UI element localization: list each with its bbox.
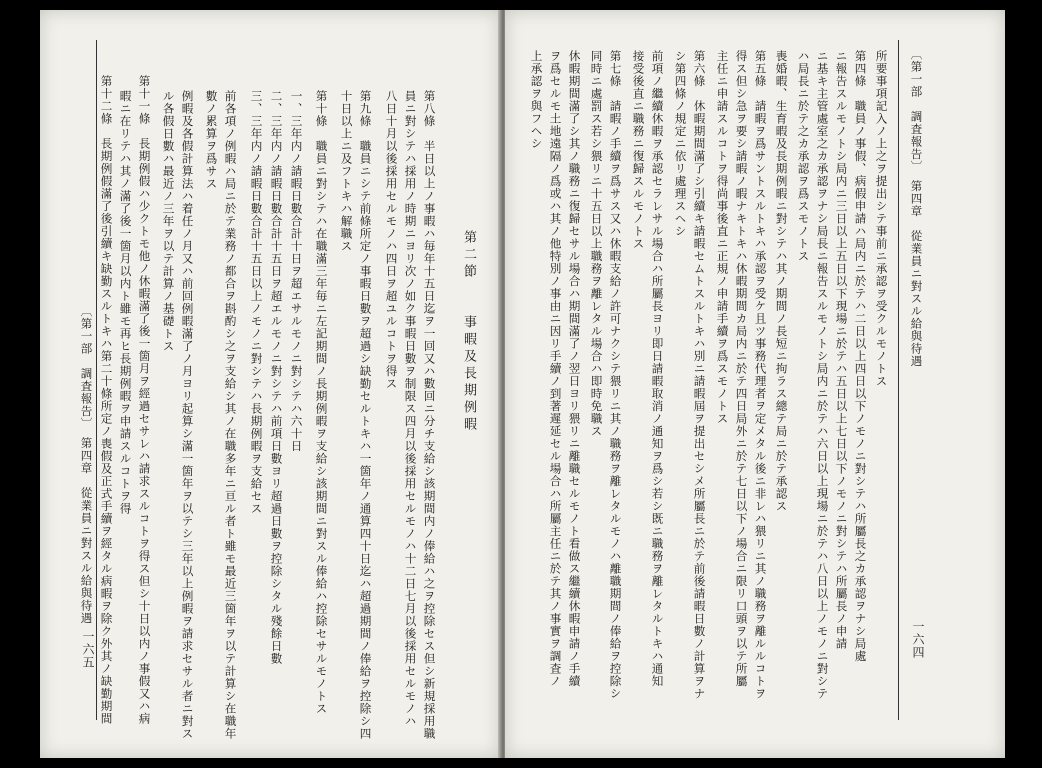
right-body-column: ニ基キ主管處室之カ承認ヲナシ局長ニ報告スルモノトシ局内ニ於テハ六日以上現場ニ於テハ八日以上ノモノニ對シテ xyxy=(815,50,830,700)
right-body-column: 得ス但シ急ヲ要シ請暇ノ暇ナキトキハ休暇期間カ局内ニ於テ四日局外ニ於テ七日以下ノ場合ニ限リ口頭ヲ以テ所屬 xyxy=(734,50,749,688)
right-body-column: シ第四條ノ規定ニ依リ處理スヘシ xyxy=(673,50,688,238)
right-body-column: 上承認ヲ與フヘシ xyxy=(529,50,544,150)
right-body-column: ヲ爲セルモ土地遠隔ノ爲或ハ其ノ他特別ノ事由ニ因リ手續ノ到著遲延セル場合ハ所屬主任ニ於テ其ノ事實ヲ調査ノ xyxy=(548,50,563,688)
right-body-column: 所要事項記入ノ上之ヲ提出シテ事前ニ承認ヲ受クルモノトス xyxy=(874,50,889,388)
header-rule xyxy=(898,40,899,720)
right-page-number: 一六四 xyxy=(911,620,925,659)
left-body-column: 三、三年内ノ請暇日數合計十五日以上ノモノニ對シテハ長期例暇ヲ支給セス xyxy=(249,90,264,515)
right-body-column: 第六條 休暇期間滿了シ引續キ請暇セムトスルトキハ別ニ請暇屆ヲ提出セシメ所屬長ニ於テ前後請暇日數ノ計算ヲナ xyxy=(692,50,707,700)
right-body-column: 喪婚暇、生育暇及長期例暇ニ對シテハ其ノ期間ノ長短ニ拘ラス總テ局ニ於テ承認ス xyxy=(774,50,789,513)
left-body-column: 數ノ累算ヲ爲サス xyxy=(204,90,219,190)
right-body-column: ハ局長ニ於テ之カ承認ヲ爲スモノトス xyxy=(796,50,811,263)
left-page-number: 一六五 xyxy=(81,630,95,669)
right-body-column: ニ報告スルモノトシ局内ニ三日以上五日以下現場ニ於テハ五日以上七日以下ノモノニ對シテハ所屬長ノ申請 xyxy=(834,50,849,650)
right-body-column: 第七條 請暇ノ手續ヲ爲サス又ハ休暇支給ノ許可ナクシテ猥リニ其ノ職務ヲ離レタルモノハ離職期間ノ俸給ヲ控除シ xyxy=(608,50,623,700)
left-body-column: 員ニ對シテハ採用ノ時期ニヨリ次ノ如ク事暇日數ヲ制限ス四月以後採用セルモノハ十二日七月以後採用セルモノハ xyxy=(403,90,418,728)
right-body-column: 主任ニ申請スルコトヲ得尚事後直ニ正規ノ申請手續ヲ爲スモノトス xyxy=(715,50,730,425)
left-header-rule xyxy=(96,40,97,720)
left-body-column: 八日十月以後採用セルモノハ四日ヲ超ユルコトヲ得ス xyxy=(384,90,399,390)
right-body-column: 同時ニ處罰ス若シ猥リニ十五日以上職務ヲ離レタル場合ハ即時免職ス xyxy=(589,50,604,438)
left-body-column: 第十條 職員ニ對シテハ在職滿三年毎ニ左記期間ノ長期例暇ヲ支給シ該期間ニ對スル俸給ハ控除セサルモノトス xyxy=(314,90,329,715)
left-body-column: 第十二條 長期例假滿了後引續キ缺勤スルトキハ第二十條所定ノ喪假及正式手續ヲ經タル病暇ヲ除ク外其ノ缺勤期間 xyxy=(99,75,114,725)
left-running-header: 〔第一部 調査報告〕 第四章 從業員ニ對スル給與待遇 xyxy=(79,305,94,625)
left-body-column: 前各項ノ例暇ハ局ニ於テ業務ノ都合ヲ斟酌シ之ヲ支給シ其ノ在職多年ニ亘ル者ト雖モ最近三箇年ヲ以テ計算シ在職年 xyxy=(223,90,238,740)
left-body-column: 第九條 職員ニシテ前條所定ノ事暇日數ヲ超過シ缺勤セルトキハ一箇年ノ通算四十日迄ハ超過期間ノ俸給ヲ控除シ四 xyxy=(358,90,373,740)
right-body-column: 第四條 職員ノ事假、病假申請ハ局内ニ於テハ二日以上四日以下ノモノニ對シテハ所屬長之カ承認ヲナシ局處 xyxy=(853,50,868,663)
left-body-column: 第十一條 長期例假ハ少クトモ他ノ休暇滿了後一箇月ヲ經過セサレハ請求スルコトヲ得ス但シ十日以内ノ事假又ハ病 xyxy=(137,75,152,725)
left-body-column: 暇ニ在リテハ其ノ滿了後一箇月以内ト雖モ再ヒ長期例暇ヲ申請スルコトヲ得 xyxy=(118,90,133,515)
left-body-column: 例暇及各假計算法ハ着任ノ月又ハ前回例暇滿了ノ月ヨリ起算シ滿一箇年ヲ以テシ三年以上例暇ヲ請求セサル者ニ對ス xyxy=(180,90,195,740)
right-running-header: 〔第一部 調査報告〕 第四章 從業員ニ對スル給與待遇 xyxy=(909,48,924,368)
left-body-column: ル各假日數ハ最近ノ三年ヲ以テ計算ノ基礎トス xyxy=(161,90,176,353)
right-body-column: 接受後直ニ職務ニ復歸スルモノトス xyxy=(631,50,646,250)
right-body-column: 休暇期間滿了シ其ノ職務ニ復歸セサル場合ハ期間滿了ノ翌日ヨリ猥リニ離職セルモノト看做ス繼續休暇申請ノ手續 xyxy=(567,50,582,688)
left-body-column: 第八條 半日以上ノ事暇ハ毎年十五日迄ヲ一回又ハ數回ニ分チ支給シ該期間内ノ俸給ハ之ヲ控除セス但シ新規採用職 xyxy=(422,90,437,740)
section-title: 第二節 事暇及長期例暇 xyxy=(461,230,476,434)
left-body-column: 十日以上ニ及フトキハ解職ス xyxy=(339,90,354,253)
right-body-column: 前項ノ繼續休暇ヲ承認セラレサル場合ハ所屬長ヨリ即日請暇取消ノ通知ヲ爲シ若シ既ニ職務ヲ離レタルトキハ通知 xyxy=(650,50,665,688)
left-body-column: 二、三年内ノ請暇日數合計十五日ヲ超エルモノニ對シテハ前項日數ヨリ超過日數ヲ控除シタル殘餘日數 xyxy=(269,90,284,665)
right-body-column: 第五條 請暇ヲ爲サントスルトキハ承認ヲ受ケ且ツ事務代理者ヲ定メタル後ニ非レハ猥リニ其ノ職務ヲ離ルルコトヲ xyxy=(753,50,768,700)
left-body-column: 一、三年内ノ請暇日數合計十日ヲ超エサルモノニ對シテハ六十日 xyxy=(289,90,304,453)
